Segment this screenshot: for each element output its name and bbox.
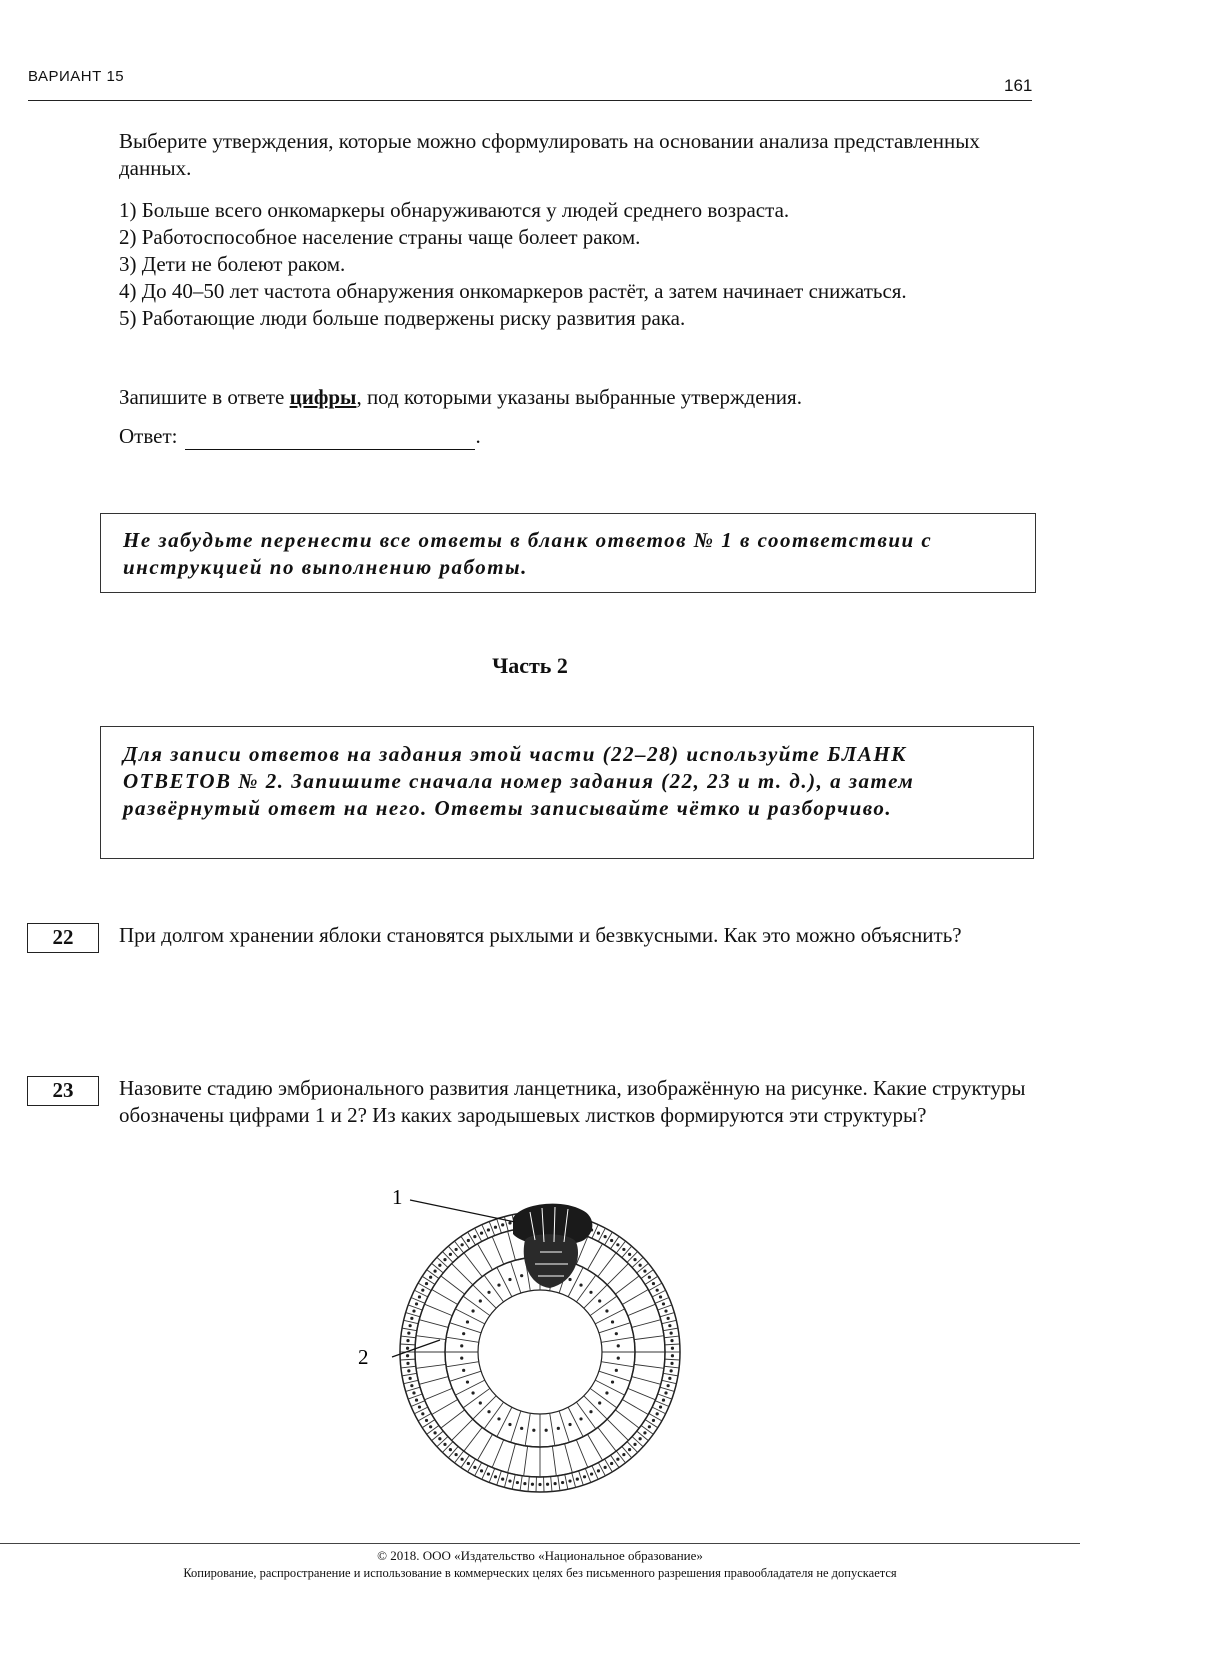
question-number-22: 22 xyxy=(27,923,99,953)
figure-label-2: 2 xyxy=(358,1345,369,1369)
statement-item: 5) Работающие люди больше подвержены риску развития рака. xyxy=(119,306,686,330)
figure-label-1: 1 xyxy=(392,1185,403,1209)
statement-list xyxy=(119,197,1035,332)
answer-row xyxy=(119,423,481,450)
notice-box-part2 xyxy=(100,726,1034,859)
variant-label: ВАРИАНТ 15 xyxy=(28,68,125,85)
question-22-text: При долгом хранении яблоки становятся рыхлыми и безвкусными. Как это можно объяснить? xyxy=(119,923,962,947)
answer-instruction xyxy=(119,384,1035,411)
answer-field[interactable] xyxy=(185,427,475,450)
instruction-before: Запишите в ответе xyxy=(119,385,290,409)
statement-item: 1) Больше всего онкомаркеры обнаруживаются у людей среднего возраста. xyxy=(119,198,790,222)
instruction-emphasis: цифры xyxy=(289,385,357,409)
footer-copyright: © 2018. ООО «Издательство «Национальное образование» xyxy=(377,1548,703,1563)
part-title: Часть 2 xyxy=(492,653,568,678)
instruction-after: , под которыми указаны выбранные утверждения. xyxy=(356,385,802,409)
page-number: 161 xyxy=(1004,76,1033,95)
notice-part2-text: Для записи ответов на задания этой части (22–28) используйте БЛАНК ОТВЕТОВ № 2. Запишите сначала номер задания (22, 23 и т. д.), а затем развёрнутый ответ на него. Ответы записывайте чётко и разборчиво. xyxy=(123,742,915,820)
endoderm-ring xyxy=(445,1257,635,1447)
answer-label: Ответ: xyxy=(119,424,178,448)
label-1-pointer xyxy=(410,1200,515,1222)
lancelet-embryo-figure xyxy=(358,1185,710,1512)
statement-item: 2) Работоспособное население страны чаще болеет раком. xyxy=(119,225,641,249)
question-number-23: 23 xyxy=(27,1076,99,1106)
statement-item: 4) До 40–50 лет частота обнаружения онкомаркеров растёт, а затем начинает снижаться. xyxy=(119,279,907,303)
question-23-text: Назовите стадию эмбрионального развития ланцетника, изображённую на рисунке. Какие структуры обозначены цифрами 1 и 2? Из каких зародышевых листков формируются эти структуры? xyxy=(119,1076,1026,1127)
notice-box-transfer xyxy=(100,513,1036,593)
footer-divider xyxy=(0,1543,1080,1544)
answer-end: . xyxy=(475,424,481,448)
notice-transfer-text: Не забудьте перенести все ответы в бланк ответов № 1 в соответствии с инструкцией по выполнению работы. xyxy=(123,528,933,579)
footer-notice: Копирование, распространение и использование в коммерческих целях без письменного разрешения правообладателя не допускается xyxy=(183,1566,897,1580)
statement-item: 3) Дети не болеют раком. xyxy=(119,252,346,276)
task-intro: Выберите утверждения, которые можно сформулировать на основании анализа представленных данных. xyxy=(119,129,980,180)
header-divider xyxy=(28,100,1032,101)
